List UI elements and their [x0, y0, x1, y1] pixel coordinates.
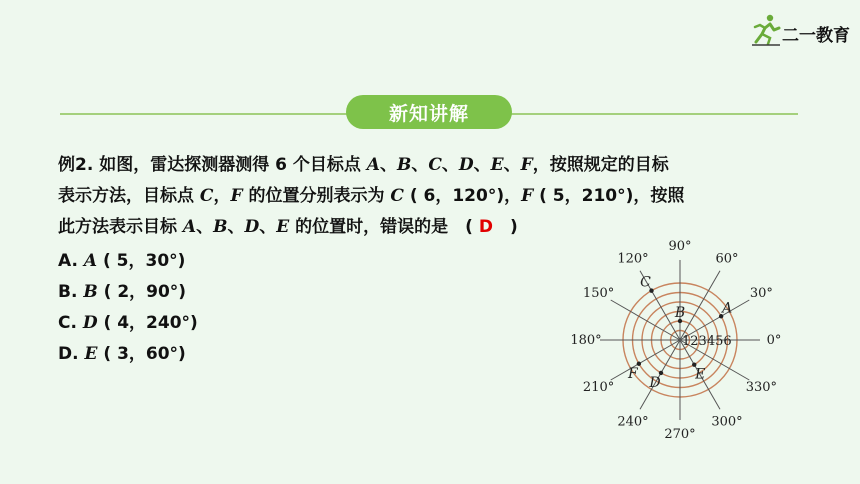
angle-label-120: 120° [617, 251, 649, 267]
angle-label-60: 60° [715, 251, 739, 267]
answer-value: D [478, 217, 493, 237]
angle-label-210: 210° [582, 380, 615, 395]
angle-label-0: 0° [766, 333, 782, 348]
option-a: A. A ( 5，30°) [58, 251, 186, 271]
angle-label-300: 300° [711, 414, 743, 430]
question-line-1: 例2. 如图，雷达探测器测得 6 个目标点 A、B、C、D、E、F，按照规定的目标 [58, 155, 669, 175]
section-badge [346, 95, 512, 129]
radar-ray-210 [611, 340, 680, 380]
option-b: B. B ( 2，90°) [58, 282, 187, 302]
radar-ray-150 [611, 300, 680, 340]
radar-ray-60 [680, 271, 720, 340]
point-d-label: D [649, 374, 661, 391]
question-line-2: 表示方法，目标点 C，F 的位置分别表示为 C ( 6，120°)，F ( 5，210°)，按照 [58, 186, 685, 206]
option-c: C. D ( 4，240°) [58, 313, 198, 333]
point-f-label: F [628, 365, 638, 382]
angle-label-270: 270° [664, 427, 696, 442]
options-list [58, 246, 198, 370]
angle-label-150: 150° [582, 286, 615, 301]
logo-text: 二一教育 [782, 26, 850, 46]
point-e-label: E [695, 366, 706, 383]
question-line-3: 此方法表示目标 A、B、D、E 的位置时，错误的是 ( D ) [58, 217, 518, 237]
ring-number-labels: 123456 [682, 334, 732, 349]
section-title: 新知讲解 [388, 102, 469, 125]
angle-label-30: 30° [749, 286, 773, 301]
angle-label-180: 180° [570, 333, 602, 348]
point-a-label: A [722, 300, 733, 317]
point-b-label: B [674, 305, 686, 321]
point-c-label: C [640, 274, 651, 291]
logo [750, 12, 850, 48]
radar-diagram [560, 239, 800, 442]
angle-label-330: 330° [745, 380, 778, 395]
angle-label-240: 240° [617, 414, 649, 430]
runner-logo-icon [750, 12, 782, 48]
question-text [58, 150, 818, 243]
option-d: D. E ( 3，60°) [58, 344, 186, 364]
angle-label-90: 90° [668, 239, 692, 254]
